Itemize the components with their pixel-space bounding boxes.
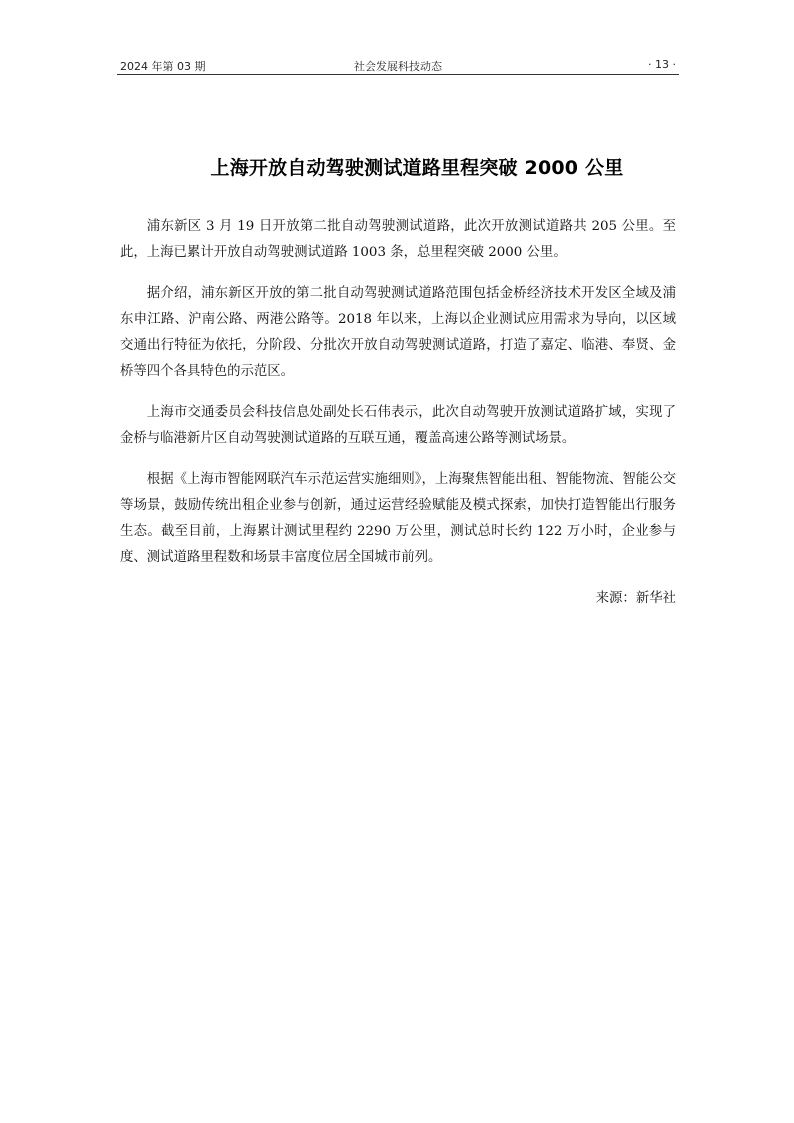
page-header bbox=[120, 56, 676, 76]
article-body bbox=[120, 214, 676, 627]
paragraph-3: 上海市交通委员会科技信息处副处长石伟表示，此次自动驾驶开放测试道路扩域，实现了金桥与临港新片区自动驾驶测试道路的互联互通，覆盖高速公路等测试场景。 bbox=[120, 405, 676, 446]
header-divider bbox=[117, 74, 679, 75]
paragraph-1: 浦东新区 3 月 19 日开放第二批自动驾驶测试道路，此次开放测试道路共 205 公里。至此，上海已累计开放自动驾驶测试道路 1003 条，总里程突破 2000 公里。 bbox=[120, 219, 676, 260]
paragraph-4: 根据《上海市智能网联汽车示范运营实施细则》，上海聚焦智能出租、智能物流、智能公交等场景，鼓励传统出租企业参与创新，通过运营经验赋能及模式探索，加快打造智能出行服务生态。截至目前，上海累计测试里程约 2290 万公里，测试总时长约 122 万小时，企业参与度、测试道路里程数和场景丰富度位居全国城市前列。 bbox=[120, 472, 676, 565]
journal-name: 社会发展科技动态 bbox=[354, 60, 442, 73]
page-number: · 13 · bbox=[648, 58, 676, 71]
issue-label: 2024 年第 03 期 bbox=[120, 60, 206, 73]
paragraph-2: 据介绍，浦东新区开放的第二批自动驾驶测试道路范围包括金桥经济技术开发区全域及浦东申江路、沪南公路、两港公路等。2018 年以来，上海以企业测试应用需求为导向，以区域交通出行特征为依托，分阶段、分批次开放自动驾驶测试道路，打造了嘉定、临港、奉贤、金桥等四个各具特色的示范区。 bbox=[120, 286, 676, 379]
article-title: 上海开放自动驾驶测试道路里程突破 2000 公里 bbox=[210, 157, 624, 179]
article-source: 来源：新华社 bbox=[595, 591, 676, 606]
